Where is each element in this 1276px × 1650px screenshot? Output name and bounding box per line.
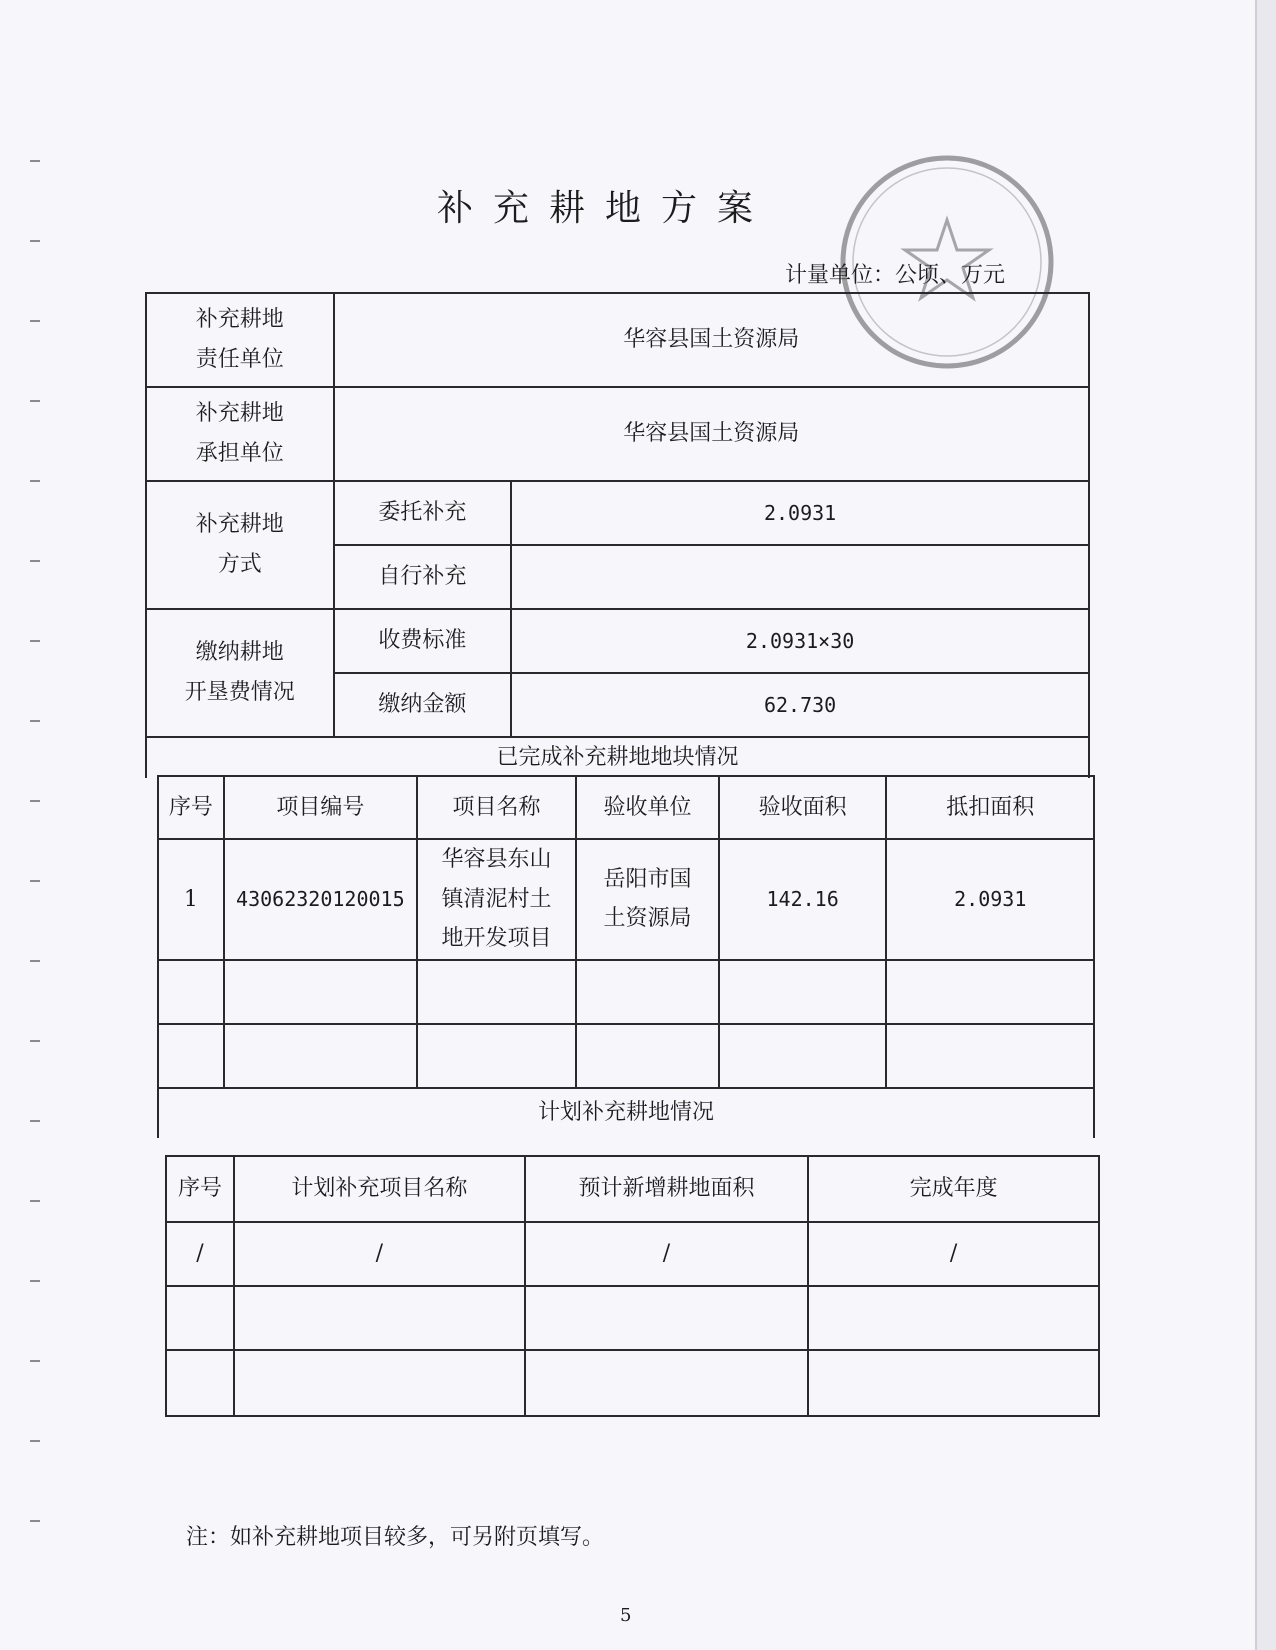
table-cell: 142.16 bbox=[719, 839, 887, 960]
column-header: 验收面积 bbox=[719, 776, 887, 839]
column-header: 序号 bbox=[158, 776, 224, 839]
table-cell: / bbox=[166, 1222, 234, 1286]
table-row bbox=[146, 481, 1089, 545]
column-header: 完成年度 bbox=[808, 1156, 1099, 1222]
document-title: 补充耕地方案 bbox=[436, 188, 773, 229]
entrusted-value: 2.0931 bbox=[511, 481, 1089, 545]
table-row bbox=[146, 293, 1089, 387]
table-cell bbox=[234, 1350, 525, 1416]
table-cell bbox=[808, 1350, 1099, 1416]
table-cell bbox=[417, 1024, 576, 1088]
table-row bbox=[158, 839, 1094, 960]
table-cell bbox=[234, 1286, 525, 1350]
binding-marks bbox=[30, 160, 44, 1580]
method-label: 补充耕地 方式 bbox=[146, 481, 334, 609]
table-row bbox=[158, 1088, 1094, 1138]
fee-amount-value: 62.730 bbox=[511, 673, 1089, 737]
table-cell bbox=[166, 1350, 234, 1416]
completed-section-title: 已完成补充耕地地块情况 bbox=[146, 737, 1089, 778]
table-row bbox=[146, 737, 1089, 778]
column-header: 序号 bbox=[166, 1156, 234, 1222]
table-cell bbox=[417, 960, 576, 1024]
table-cell bbox=[525, 1350, 808, 1416]
table-cell bbox=[224, 1024, 417, 1088]
table-cell: / bbox=[808, 1222, 1099, 1286]
table-cell bbox=[719, 960, 887, 1024]
page-number: 5 bbox=[620, 1605, 632, 1626]
column-header: 项目名称 bbox=[417, 776, 576, 839]
table-row bbox=[166, 1350, 1099, 1416]
table-row bbox=[146, 387, 1089, 481]
planned-section-title: 计划补充耕地情况 bbox=[158, 1088, 1094, 1138]
column-header: 项目编号 bbox=[224, 776, 417, 839]
footnote: 注：如补充耕地项目较多，可另附页填写。 bbox=[186, 1525, 605, 1550]
column-header: 抵扣面积 bbox=[886, 776, 1094, 839]
table-cell bbox=[576, 960, 719, 1024]
table-cell bbox=[158, 1024, 224, 1088]
undertaker-value: 华容县国土资源局 bbox=[334, 387, 1089, 481]
undertaker-label: 补充耕地 承担单位 bbox=[146, 387, 334, 481]
table-cell bbox=[808, 1286, 1099, 1350]
page-edge bbox=[1255, 0, 1276, 1650]
fee-standard-label: 收费标准 bbox=[334, 609, 512, 673]
table-header-row bbox=[158, 776, 1094, 839]
column-header: 验收单位 bbox=[576, 776, 719, 839]
table-cell bbox=[886, 960, 1094, 1024]
completed-parcels-table bbox=[157, 775, 1095, 1138]
table-cell bbox=[576, 1024, 719, 1088]
table-cell: 1 bbox=[158, 839, 224, 960]
responsible-value: 华容县国土资源局 bbox=[334, 293, 1089, 387]
column-header: 计划补充项目名称 bbox=[234, 1156, 525, 1222]
table-cell bbox=[886, 1024, 1094, 1088]
table-cell bbox=[719, 1024, 887, 1088]
table-cell bbox=[166, 1286, 234, 1350]
planned-table bbox=[165, 1155, 1100, 1417]
table-row bbox=[166, 1286, 1099, 1350]
table-row bbox=[158, 960, 1094, 1024]
table-header-row bbox=[166, 1156, 1099, 1222]
responsible-label: 补充耕地 责任单位 bbox=[146, 293, 334, 387]
unit-label: 计量单位：公顷、万元 bbox=[785, 263, 1006, 288]
self-value bbox=[511, 545, 1089, 609]
table-cell: 华容县东山 镇清泥村土 地开发项目 bbox=[417, 839, 576, 960]
table-cell: 岳阳市国 土资源局 bbox=[576, 839, 719, 960]
entrusted-label: 委托补充 bbox=[334, 481, 512, 545]
table-cell: / bbox=[234, 1222, 525, 1286]
table-cell bbox=[224, 960, 417, 1024]
table-cell: 43062320120015 bbox=[224, 839, 417, 960]
table-row bbox=[146, 609, 1089, 673]
column-header: 预计新增耕地面积 bbox=[525, 1156, 808, 1222]
table-row bbox=[166, 1222, 1099, 1286]
fee-label: 缴纳耕地 开垦费情况 bbox=[146, 609, 334, 737]
table-cell: / bbox=[525, 1222, 808, 1286]
fee-amount-label: 缴纳金额 bbox=[334, 673, 512, 737]
fee-standard-value: 2.0931×30 bbox=[511, 609, 1089, 673]
plan-info-table bbox=[145, 292, 1090, 778]
self-label: 自行补充 bbox=[334, 545, 512, 609]
table-cell bbox=[158, 960, 224, 1024]
table-cell: 2.0931 bbox=[886, 839, 1094, 960]
table-row bbox=[158, 1024, 1094, 1088]
table-cell bbox=[525, 1286, 808, 1350]
